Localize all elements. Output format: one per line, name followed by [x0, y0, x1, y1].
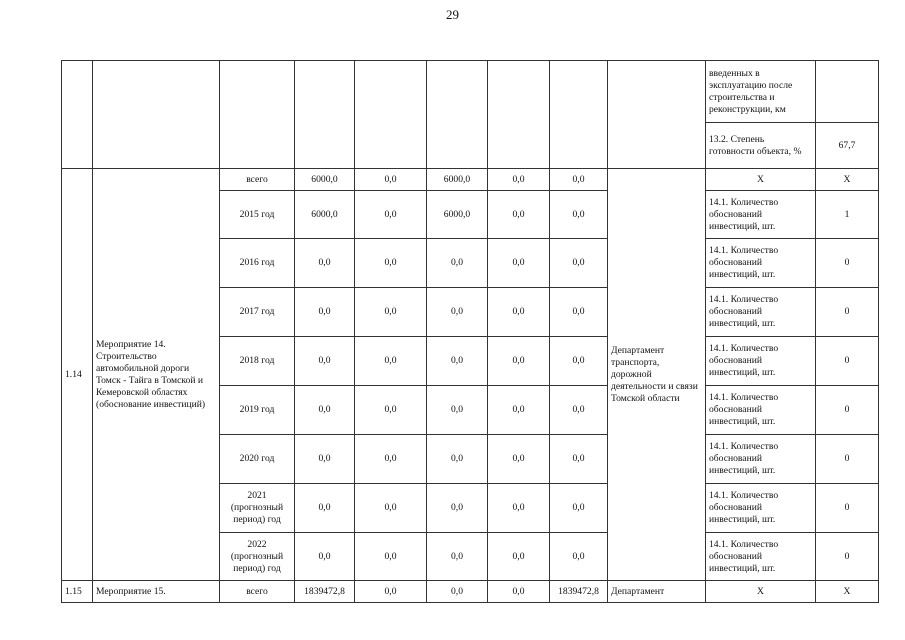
amount-cell: 0,0: [488, 191, 550, 239]
indicator-value: 0: [816, 239, 879, 288]
indicator-cell: 14.1. Количество обоснований инвестиций, шт.: [706, 191, 816, 239]
amount-cell: 0,0: [355, 435, 427, 484]
amount-cell: 0,0: [295, 386, 355, 435]
amount-cell: 0,0: [427, 239, 488, 288]
amount-cell: 0,0: [295, 533, 355, 581]
amount-cell: 0,0: [488, 533, 550, 581]
period-cell: 2021 (прогнозный период) год: [220, 484, 295, 533]
indicator-cell: X: [706, 169, 816, 191]
amount-cell: 0,0: [427, 386, 488, 435]
amount-cell: 0,0: [355, 288, 427, 337]
amount-cell: 0,0: [550, 533, 608, 581]
amount-cell: 6000,0: [427, 191, 488, 239]
amount-cell: 0,0: [550, 169, 608, 191]
indicator-value: 0: [816, 533, 879, 581]
period-cell: 2015 год: [220, 191, 295, 239]
amount-cell: 0,0: [550, 435, 608, 484]
amount-cell: 0,0: [295, 337, 355, 386]
period-cell: 2020 год: [220, 435, 295, 484]
period-cell: 2022 (прогнозный период) год: [220, 533, 295, 581]
amount-cell: 0,0: [355, 169, 427, 191]
indicator-value: 0: [816, 435, 879, 484]
amount-cell: 0,0: [355, 239, 427, 288]
amount-cell: 0,0: [355, 581, 427, 603]
amount-cell: 0,0: [550, 337, 608, 386]
amount-cell: 0,0: [427, 435, 488, 484]
amount-cell: 6000,0: [295, 191, 355, 239]
indicator-cell: 14.1. Количество обоснований инвестиций, шт.: [706, 533, 816, 581]
amount-cell: 0,0: [488, 484, 550, 533]
indicator-value: 0: [816, 484, 879, 533]
amount-cell: 0,0: [488, 169, 550, 191]
amount-cell: 0,0: [550, 386, 608, 435]
indicator-cell: 14.1. Количество обоснований инвестиций, шт.: [706, 386, 816, 435]
amount-cell: 0,0: [550, 288, 608, 337]
period-cell: всего: [220, 169, 295, 191]
row-number: 1.14: [62, 169, 93, 581]
indicator-value: 0: [816, 337, 879, 386]
amount-cell: 0,0: [427, 484, 488, 533]
indicator-cell: 13.2. Степень готовности объекта, %: [706, 123, 816, 169]
indicator-value: 67,7: [816, 123, 879, 169]
measure-14-total-row: [62, 169, 879, 191]
amount-cell: 0,0: [295, 484, 355, 533]
measure-15-total-row: [62, 581, 879, 603]
amount-cell: 0,0: [488, 337, 550, 386]
amount-cell: 0,0: [427, 337, 488, 386]
indicator-cell: введенных в эксплуатацию после строительства и реконструкции, км: [706, 61, 816, 123]
measure-name: Мероприятие 14. Строительство автомобильной дороги Томск - Тайга в Томской и Кемеровской областях (обоснование инвестиций): [93, 169, 220, 581]
amount-cell: 0,0: [550, 191, 608, 239]
indicator-cell: 14.1. Количество обоснований инвестиций, шт.: [706, 435, 816, 484]
period-cell: 2019 год: [220, 386, 295, 435]
amount-cell: 0,0: [355, 533, 427, 581]
amount-cell: 0,0: [488, 435, 550, 484]
indicator-cell: X: [706, 581, 816, 603]
row-number: 1.15: [62, 581, 93, 603]
amount-cell: 0,0: [427, 288, 488, 337]
period-cell: 2018 год: [220, 337, 295, 386]
period-cell: 2016 год: [220, 239, 295, 288]
period-cell: 2017 год: [220, 288, 295, 337]
amount-cell: 1839472,8: [295, 581, 355, 603]
indicator-value: 1: [816, 191, 879, 239]
period-cell: всего: [220, 581, 295, 603]
amount-cell: 0,0: [488, 386, 550, 435]
amount-cell: 0,0: [355, 337, 427, 386]
amount-cell: 6000,0: [427, 169, 488, 191]
amount-cell: 0,0: [295, 239, 355, 288]
amount-cell: 0,0: [295, 288, 355, 337]
executor-cell: Департамент: [608, 581, 706, 603]
continuation-row: [62, 61, 879, 123]
amount-cell: 0,0: [488, 581, 550, 603]
indicator-value: X: [816, 581, 879, 603]
amount-cell: 0,0: [488, 239, 550, 288]
amount-cell: 0,0: [427, 533, 488, 581]
amount-cell: 0,0: [488, 288, 550, 337]
amount-cell: 6000,0: [295, 169, 355, 191]
amount-cell: 0,0: [550, 239, 608, 288]
indicator-value: 0: [816, 288, 879, 337]
indicator-value: 0: [816, 386, 879, 435]
amount-cell: 0,0: [355, 191, 427, 239]
amount-cell: 0,0: [427, 581, 488, 603]
indicator-cell: 14.1. Количество обоснований инвестиций, шт.: [706, 337, 816, 386]
executor-cell: Департамент транспорта, дорожной деятельности и связи Томской области: [608, 169, 706, 581]
indicator-cell: 14.1. Количество обоснований инвестиций, шт.: [706, 239, 816, 288]
indicator-cell: 14.1. Количество обоснований инвестиций, шт.: [706, 484, 816, 533]
indicator-cell: 14.1. Количество обоснований инвестиций, шт.: [706, 288, 816, 337]
amount-cell: 0,0: [295, 435, 355, 484]
indicator-value: X: [816, 169, 879, 191]
program-table: [61, 60, 879, 603]
amount-cell: 1839472,8: [550, 581, 608, 603]
measure-name: Мероприятие 15.: [93, 581, 220, 603]
amount-cell: 0,0: [550, 484, 608, 533]
amount-cell: 0,0: [355, 484, 427, 533]
page-number: 29: [446, 7, 459, 22]
amount-cell: 0,0: [355, 386, 427, 435]
